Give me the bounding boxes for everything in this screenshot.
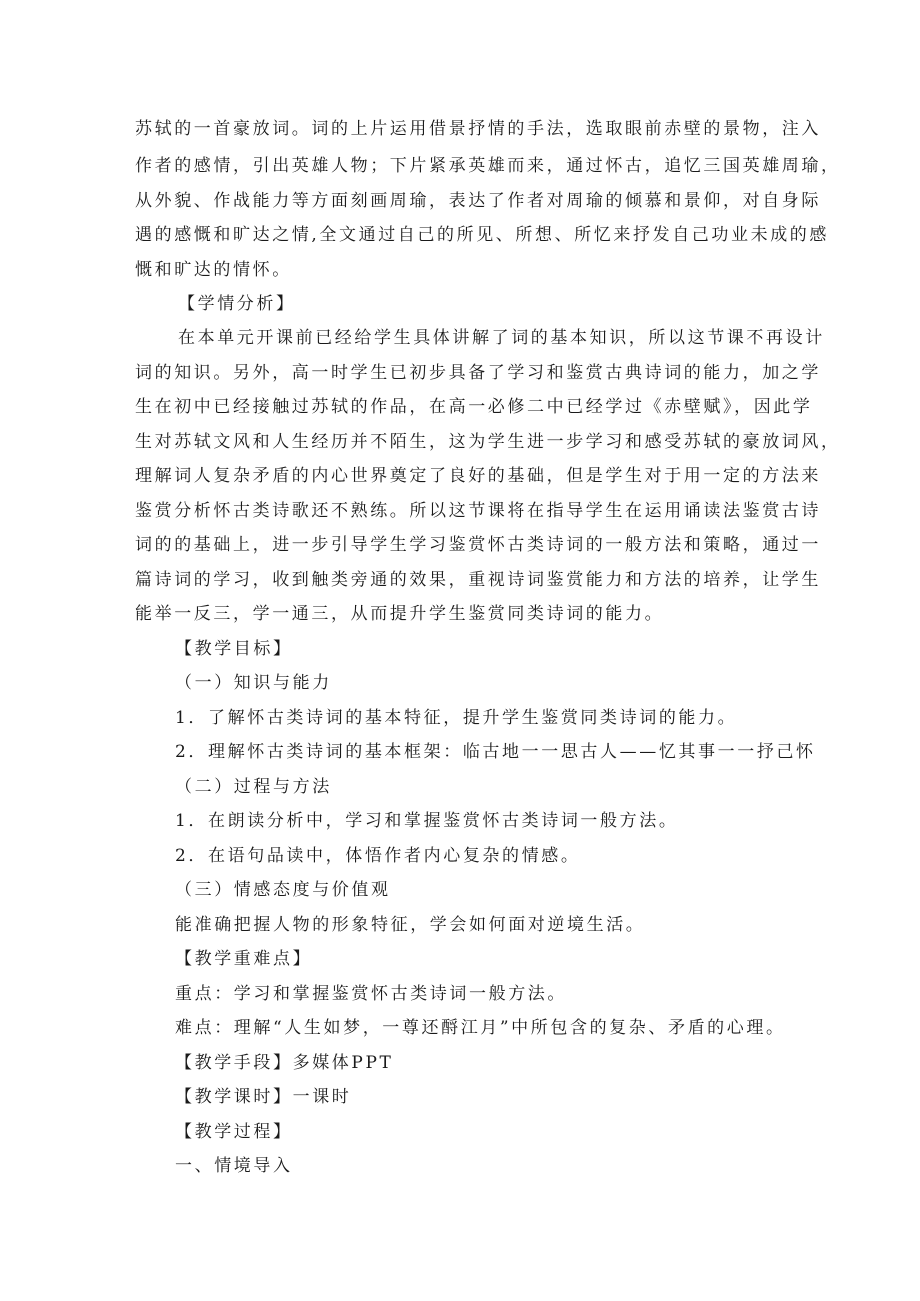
intro-line: 慨和旷达的情怀。	[135, 260, 292, 280]
emotion-values-title: （三）情感态度与价值观	[175, 880, 391, 900]
goal-item: 2．理解怀古类诗词的基本框架：临古地一一思古人——忆其事一一抒己怀	[175, 742, 816, 762]
learning-analysis-line: 理解词人复杂矛盾的内心世界奠定了良好的基础，但是学生对于用一定的方法来	[135, 466, 821, 486]
teaching-means: 【教学手段】多媒体PPT	[175, 1053, 394, 1073]
learning-analysis-line: 能举一反三，学一通三，从而提升学生鉴赏同类诗词的能力。	[135, 604, 665, 624]
intro-line: 从外貌、作战能力等方面刻画周瑜，表达了作者对周瑜的倾慕和景仰，对自身际	[135, 191, 821, 211]
learning-analysis-line: 生在初中已经接触过苏轼的作品，在高一必修二中已经学过《赤壁赋》，因此学	[135, 397, 813, 417]
key-points-heading: 【教学重难点】	[175, 949, 313, 969]
goal-item: 1．在朗读分析中，学习和掌握鉴赏怀古类诗词一般方法。	[175, 811, 679, 831]
learning-analysis-line: 在本单元开课前已经给学生具体讲解了词的基本知识，所以这节课不再设计	[178, 328, 825, 348]
intro-line: 作者的感情，引出英雄人物；下片紧承英雄而来，通过怀古，追忆三国英雄周瑜，	[135, 156, 841, 176]
emotion-values-text: 能准确把握人物的形象特征，学会如何面对逆境生活。	[175, 915, 646, 935]
knowledge-ability-title: （一）知识与能力	[175, 673, 332, 693]
learning-analysis-line: 词的的基础上，进一步引导学生学习鉴赏怀古类诗词的一般方法和策略，通过一	[135, 535, 821, 555]
intro-line: 遇的感慨和旷达之情,全文通过自己的所见、所想、所忆来抒发自己功业未成的感	[135, 225, 830, 245]
learning-analysis-line: 篇诗词的学习，收到触类旁通的效果，重视诗词鉴赏能力和方法的培养，让学生	[135, 570, 821, 590]
teaching-process-heading: 【教学过程】	[175, 1122, 293, 1142]
key-point-focus: 重点：学习和掌握鉴赏怀古类诗词一般方法。	[175, 984, 567, 1004]
teaching-goals-heading: 【教学目标】	[175, 639, 293, 659]
learning-analysis-line: 鉴赏分析怀古类诗歌还不熟练。所以这节课将在指导学生在运用诵读法鉴赏古诗	[135, 501, 821, 521]
intro-line: 苏轼的一首豪放词。词的上片运用借景抒情的手法，选取眼前赤壁的景物，注入	[135, 119, 821, 139]
teaching-hours: 【教学课时】一课时	[175, 1087, 352, 1107]
learning-analysis-line: 生对苏轼文风和人生经历并不陌生，这为学生进一步学习和感受苏轼的豪放词风，	[135, 432, 841, 452]
goal-item: 2．在语句品读中，体悟作者内心复杂的情感。	[175, 846, 581, 866]
key-point-difficulty: 难点：理解“人生如梦，一尊还酹江月”中所包含的复杂、矛盾的心理。	[175, 1018, 786, 1038]
goal-item: 1．了解怀古类诗词的基本特征，提升学生鉴赏同类诗词的能力。	[175, 708, 738, 728]
process-method-title: （二）过程与方法	[175, 777, 332, 797]
teaching-process-step: 一、情境导入	[175, 1156, 293, 1176]
learning-analysis-heading: 【学情分析】	[178, 294, 296, 314]
learning-analysis-line: 词的知识。另外，高一时学生已初步具备了学习和鉴赏古典诗词的能力，加之学	[135, 363, 821, 383]
